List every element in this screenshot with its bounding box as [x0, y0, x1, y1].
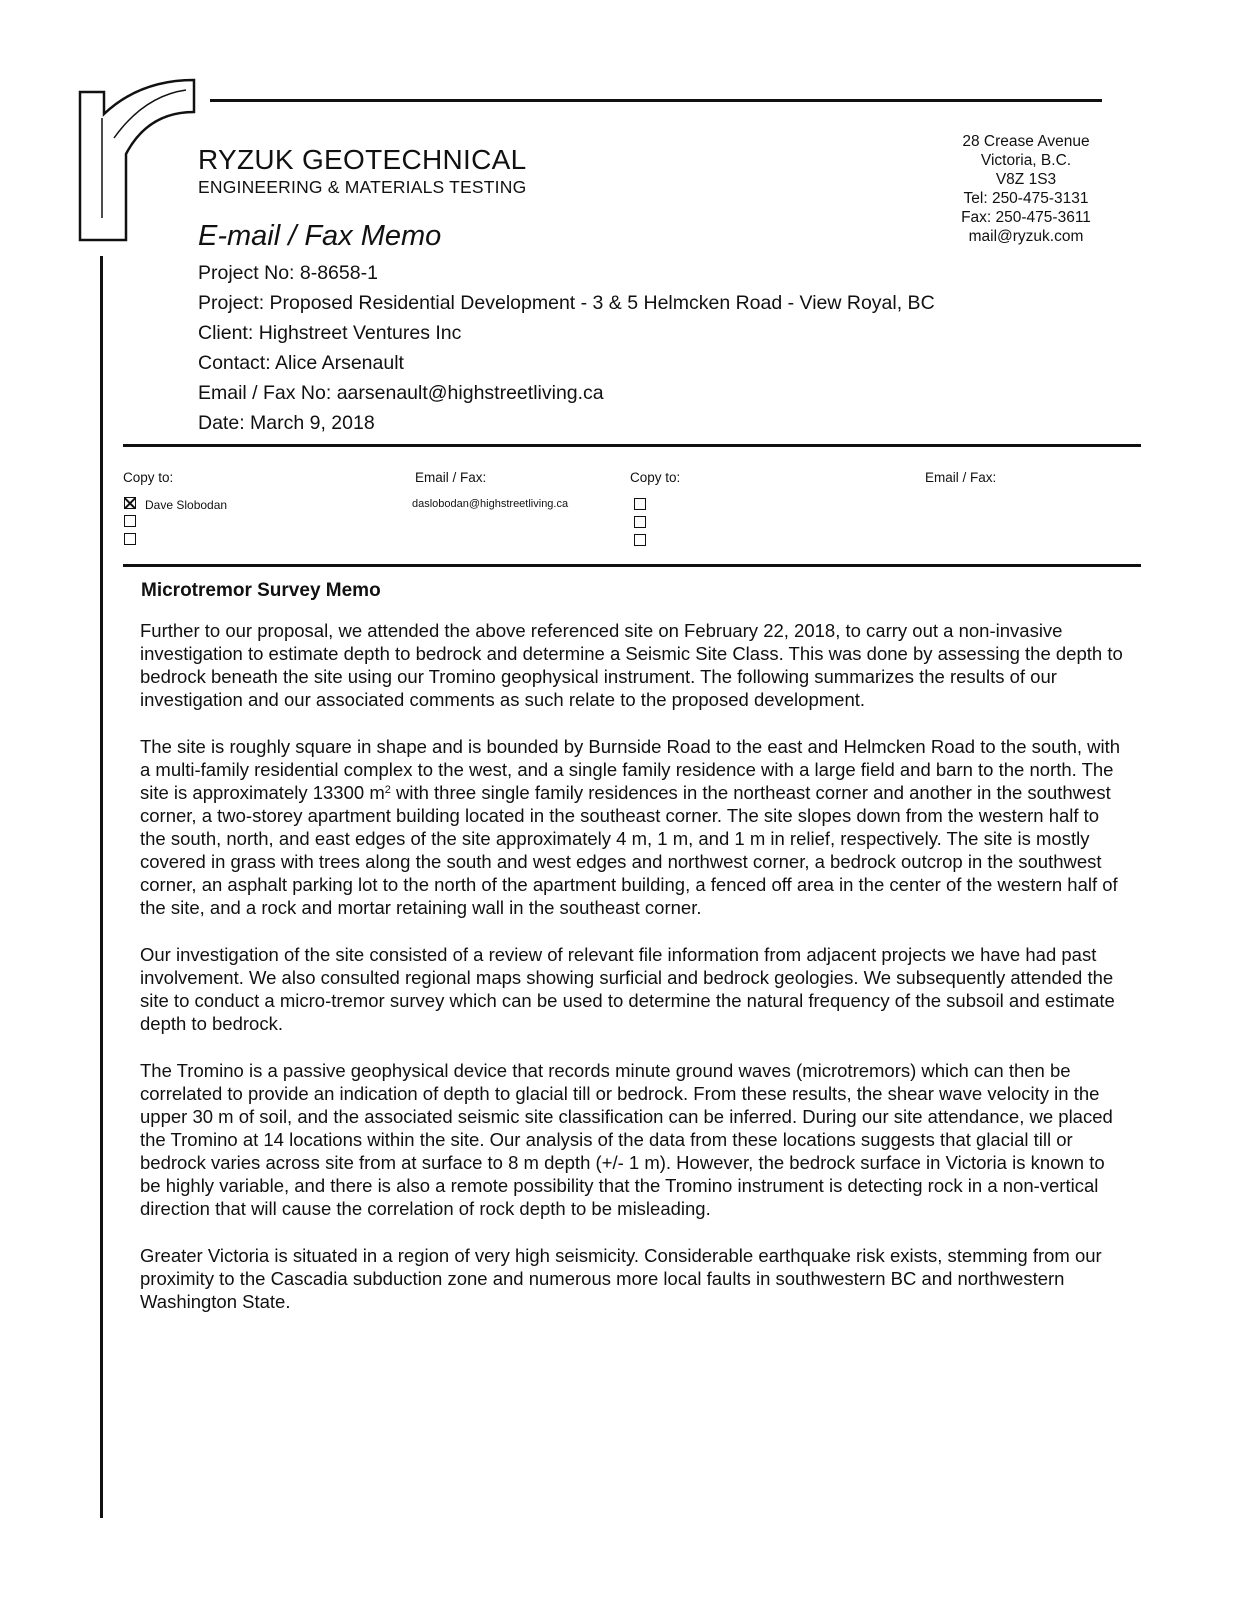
- field-email-fax: Email / Fax No: aarsenault@highstreetliving.ca: [198, 382, 604, 404]
- copy-checkbox-left-2[interactable]: [124, 515, 136, 527]
- memo-paragraph-1: Further to our proposal, we attended the above referenced site on February 22, 2018, to carry out a non-invasive investigation to estimate depth to bedrock and determine a Seismic Site Class. This was done by assessing the depth to bedrock beneath the site using our Tromino geophysical instrument. The following summarizes the results of our investigation and our associated comments as such relate to the proposed development.: [140, 620, 1123, 710]
- ryzuk-logo: [78, 78, 203, 243]
- memo-body: [140, 619, 1125, 1337]
- memo-type-title: E-mail / Fax Memo: [198, 220, 442, 252]
- email-fax-label-right: Email / Fax:: [925, 470, 997, 485]
- memo-paragraph-2-part-b: with three single family residences in the northeast corner and another in the southwest corner, a two-storey apartment building located in the southeast corner. The site slopes down from the western half to the south, north, and east edges of the site approximately 4 m, 1 m, and 1 m in relief, respectively. The site is mostly covered in grass with trees along the south and west edges and northwest corner, a bedrock outcrop in the southwest corner, an asphalt parking lot to the north of the apartment building, a fenced off area in the center of the western half of the site, and a rock and mortar retaining wall in the southeast corner.: [140, 782, 1118, 918]
- memo-paragraph-4: The Tromino is a passive geophysical device that records minute ground waves (microtremors) which can then be correlated to provide an indication of depth to glacial till or bedrock. From these results, the shear wave velocity in the upper 30 m of soil, and the associated seismic site classification can be inferred. During our site attendance, we placed the Tromino at 14 locations within the site. Our analysis of the data from these locations suggests that glacial till or bedrock varies across site from at surface to 8 m depth (+/- 1 m). However, the bedrock surface in Victoria is known to be highly variable, and there is also a remote possibility that the Tromino instrument is detecting rock in a non-vertical direction that will cause the correlation of rock depth to be misleading.: [140, 1060, 1113, 1219]
- address-street: 28 Crease Avenue: [962, 133, 1090, 150]
- address-city: Victoria, B.C.: [980, 152, 1072, 169]
- memo-paragraph-3: Our investigation of the site consisted of a review of relevant file information from adjacent projects we have had past involvement. We also consulted regional maps showing surficial and bedrock geologies. We subsequently attended the site to conduct a micro-tremor survey which can be used to determine the natural frequency of the subsoil and estimate depth to bedrock.: [140, 944, 1115, 1034]
- field-contact: Contact: Alice Arsenault: [198, 352, 404, 374]
- email-fax-label-left: Email / Fax:: [415, 470, 487, 485]
- copy-checkbox-right-2[interactable]: [634, 516, 646, 528]
- field-project-no: Project No: 8-8658-1: [198, 262, 378, 284]
- company-name: RYZUK GEOTECHNICAL: [198, 144, 527, 175]
- company-address: [940, 132, 1112, 246]
- memo-paragraph-2-part-a: The site is roughly square in shape and is bounded by Burnside Road to the east and Helmcken Road to the south, with a multi-family residential complex to the west, and a single family residence with a large field and barn to the north. The site is approximately 13300 m: [140, 736, 1121, 803]
- copy-checkbox-left-3[interactable]: [124, 533, 136, 545]
- section-rule-top: [123, 444, 1141, 447]
- copy-recipient-email: daslobodan@highstreetliving.ca: [412, 498, 569, 510]
- memo-heading: Microtremor Survey Memo: [141, 580, 381, 601]
- field-client: Client: Highstreet Ventures Inc: [198, 322, 462, 344]
- address-postal: V8Z 1S3: [995, 171, 1057, 188]
- area-unit-superscript: 2: [384, 784, 391, 796]
- field-date: Date: March 9, 2018: [198, 412, 375, 434]
- copy-checkbox-right-1[interactable]: [634, 498, 646, 510]
- left-margin-rule: [100, 256, 103, 1518]
- copy-to-label-right: Copy to:: [630, 470, 681, 485]
- section-rule-bottom: [123, 564, 1141, 567]
- copy-recipient-name: Dave Slobodan: [145, 498, 228, 512]
- header-top-rule: [210, 99, 1102, 102]
- memo-paragraph-2: [140, 735, 1125, 919]
- copy-checkbox-right-3[interactable]: [634, 534, 646, 546]
- field-project: Project: Proposed Residential Development - 3 & 5 Helmcken Road - View Royal, BC: [198, 292, 935, 314]
- company-subtitle: ENGINEERING & MATERIALS TESTING: [198, 177, 527, 197]
- address-email: mail@ryzuk.com: [968, 228, 1084, 245]
- copy-checkbox-left-1[interactable]: [124, 497, 136, 509]
- address-fax: Fax: 250-475-3611: [961, 209, 1091, 226]
- copy-to-label-left: Copy to:: [123, 470, 174, 485]
- memo-paragraph-5: Greater Victoria is situated in a region of very high seismicity. Considerable earthquake risk exists, stemming from our proximity to the Cascadia subduction zone and numerous more local faults in southwestern BC and northwestern Washington State.: [140, 1245, 1102, 1312]
- address-tel: Tel: 250-475-3131: [963, 190, 1089, 207]
